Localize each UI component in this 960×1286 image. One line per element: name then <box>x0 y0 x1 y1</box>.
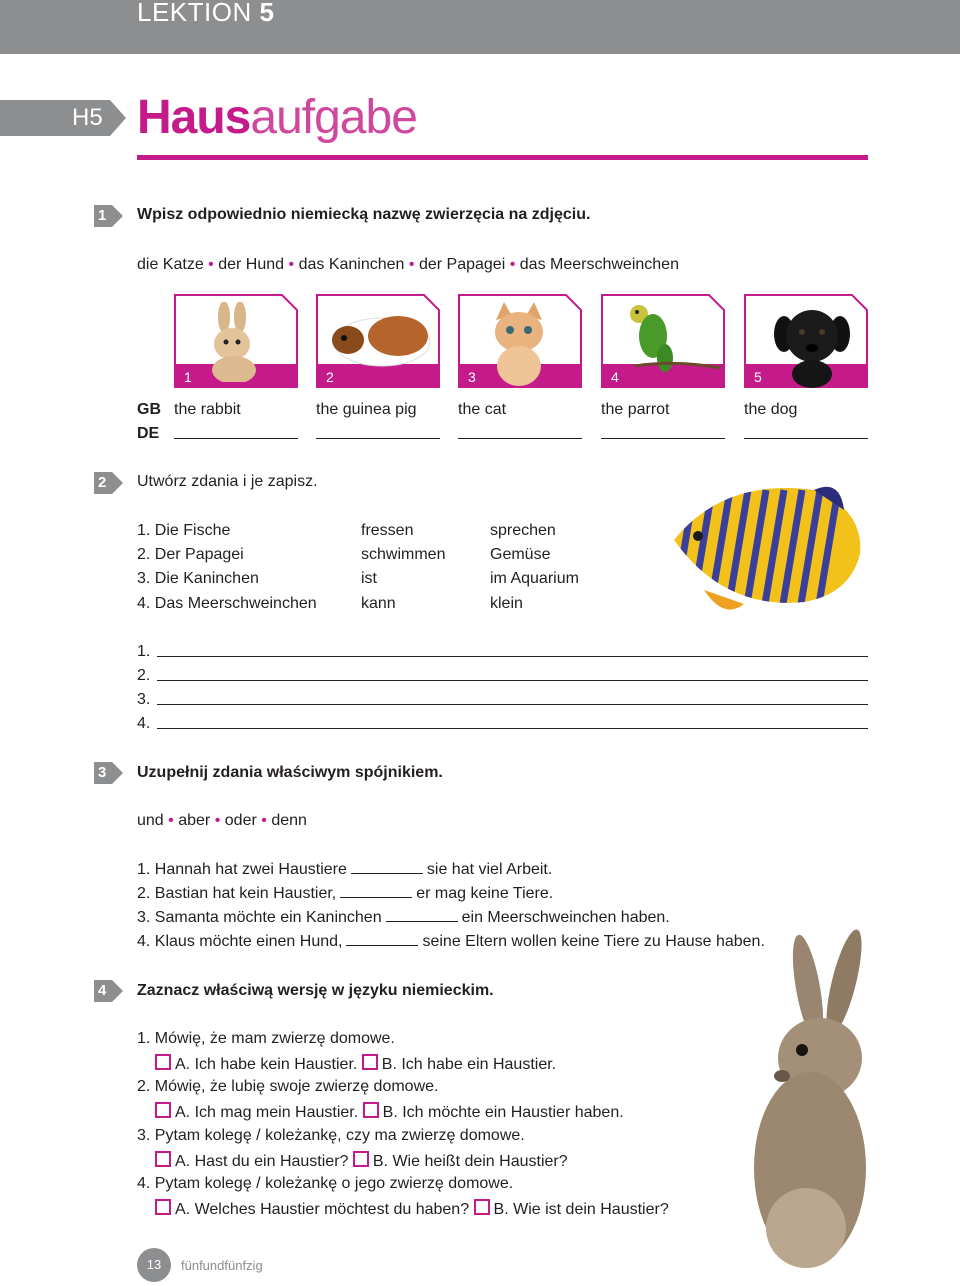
exercise-2-instruction: Utwórz zdania i je zapisz. <box>137 473 318 490</box>
gap-blank[interactable] <box>346 933 418 946</box>
ex2-verb-3: ist <box>361 570 377 587</box>
english-word-dog: the dog <box>744 401 798 418</box>
exercise-1-badge: 1 <box>94 205 112 227</box>
exercise-3-badge: 3 <box>94 762 112 784</box>
ex2-object-2: Gemüse <box>490 546 551 563</box>
answer-line-de-4[interactable] <box>601 438 725 439</box>
card-number: 3 <box>468 369 476 385</box>
ex2-object-1: sprechen <box>490 522 556 539</box>
card-number: 4 <box>611 369 619 385</box>
ex3-sentence-2: 2. Bastian hat kein Haustier, er mag keine Tiere. <box>137 885 554 902</box>
ex2-object-4: klein <box>490 595 523 612</box>
animal-card-rabbit <box>174 294 298 388</box>
ex2-verb-2: schwimmen <box>361 546 446 563</box>
ex2-subject-3: 3. Die Kaninchen <box>137 570 259 587</box>
page-number-word: fünfundfünfzig <box>181 1258 263 1273</box>
checkbox[interactable] <box>155 1199 171 1215</box>
ex3-sentence-1: 1. Hannah hat zwei Haustiere sie hat viel Arbeit. <box>137 861 553 878</box>
page-number-badge: 13 <box>137 1248 171 1282</box>
checkbox[interactable] <box>474 1199 490 1215</box>
answer-line-de-5[interactable] <box>744 438 868 439</box>
checkbox[interactable] <box>363 1102 379 1118</box>
ex2-answer-num-2: 2. <box>137 667 151 684</box>
exercise-2-badge: 2 <box>94 472 112 494</box>
gap-blank[interactable] <box>351 861 423 874</box>
ex2-subject-4: 4. Das Meerschweinchen <box>137 595 317 612</box>
card-number: 2 <box>326 369 334 385</box>
animal-card-guinea-pig <box>316 294 440 388</box>
row-label-de: DE <box>137 425 160 442</box>
ex4-options-3: A. Hast du ein Haustier? B. Wie heißt dein Haustier? <box>155 1151 568 1171</box>
gap-blank[interactable] <box>386 909 458 922</box>
animal-card-cat <box>458 294 582 388</box>
exercise-3-word-bank: und • aber • oder • denn <box>137 812 307 829</box>
checkbox[interactable] <box>155 1054 171 1070</box>
ex2-subject-2: 2. Der Papagei <box>137 546 244 563</box>
section-tag-label: H5 <box>72 104 103 131</box>
row-label-gb: GB <box>137 401 161 418</box>
ex2-answer-line-1[interactable] <box>157 656 868 657</box>
ex2-subject-1: 1. Die Fische <box>137 522 231 539</box>
rabbit-photo <box>748 928 878 1274</box>
ex2-answer-num-3: 3. <box>137 691 151 708</box>
ex2-answer-num-4: 4. <box>137 715 151 732</box>
answer-line-de-1[interactable] <box>174 438 298 439</box>
exercise-1-instruction: Wpisz odpowiednio niemiecką nazwę zwierzęcia na zdjęciu. <box>137 206 591 223</box>
ex2-answer-line-3[interactable] <box>157 704 868 705</box>
card-number: 5 <box>754 369 762 385</box>
lesson-label: LEKTION 5 <box>137 0 275 27</box>
english-word-guinea-pig: the guinea pig <box>316 401 417 418</box>
exercise-3-instruction: Uzupełnij zdania właściwym spójnikiem. <box>137 764 443 781</box>
animal-card-parrot <box>601 294 725 388</box>
ex2-answer-line-2[interactable] <box>157 680 868 681</box>
guinea-pig-image <box>324 310 434 370</box>
checkbox[interactable] <box>362 1054 378 1070</box>
ex2-verb-4: kann <box>361 595 396 612</box>
exercise-1-word-bank: die Katze • der Hund • das Kaninchen • der Papagei • das Meerschweinchen <box>137 256 679 273</box>
cat-image <box>486 300 552 386</box>
checkbox[interactable] <box>353 1151 369 1167</box>
ex2-verb-1: fressen <box>361 522 414 539</box>
title-underline <box>137 155 868 160</box>
answer-line-de-3[interactable] <box>458 438 582 439</box>
english-word-cat: the cat <box>458 401 507 418</box>
ex4-options-4: A. Welches Haustier möchtest du haben? B. Wie ist dein Haustier? <box>155 1199 669 1219</box>
ex4-options-1: A. Ich habe kein Haustier. B. Ich habe ein Haustier. <box>155 1054 556 1074</box>
checkbox[interactable] <box>155 1102 171 1118</box>
page-title: Hausaufgabe <box>137 91 417 144</box>
checkbox[interactable] <box>155 1151 171 1167</box>
ex4-question-4: 4. Pytam kolegę / koleżankę o jego zwierzę domowe. <box>137 1175 514 1192</box>
card-number: 1 <box>184 369 192 385</box>
ex4-question-1: 1. Mówię, że mam zwierzę domowe. <box>137 1030 395 1047</box>
english-word-rabbit: the rabbit <box>174 401 241 418</box>
ex3-sentence-4: 4. Klaus möchte einen Hund, seine Eltern wollen keine Tiere zu Hause haben. <box>137 933 765 950</box>
ex2-answer-num-1: 1. <box>137 643 151 660</box>
rabbit-image <box>194 302 274 382</box>
exercise-4-instruction: Zaznacz właściwą wersję w języku niemieckim. <box>137 982 494 999</box>
ex3-sentence-3: 3. Samanta möchte ein Kaninchen ein Meerschweinchen haben. <box>137 909 670 926</box>
parrot-image <box>625 302 725 382</box>
ex4-question-2: 2. Mówię, że lubię swoje zwierzę domowe. <box>137 1078 439 1095</box>
ex4-question-3: 3. Pytam kolegę / koleżankę, czy ma zwierzę domowe. <box>137 1127 525 1144</box>
exercise-4-badge: 4 <box>94 980 112 1002</box>
ex4-options-2: A. Ich mag mein Haustier. B. Ich möchte ein Haustier haben. <box>155 1102 624 1122</box>
fish-image <box>664 470 870 622</box>
ex2-answer-line-4[interactable] <box>157 728 868 729</box>
animal-card-dog <box>744 294 868 388</box>
ex2-object-3: im Aquarium <box>490 570 579 587</box>
gap-blank[interactable] <box>340 885 412 898</box>
english-word-parrot: the parrot <box>601 401 670 418</box>
answer-line-de-2[interactable] <box>316 438 440 439</box>
dog-image <box>770 300 854 388</box>
